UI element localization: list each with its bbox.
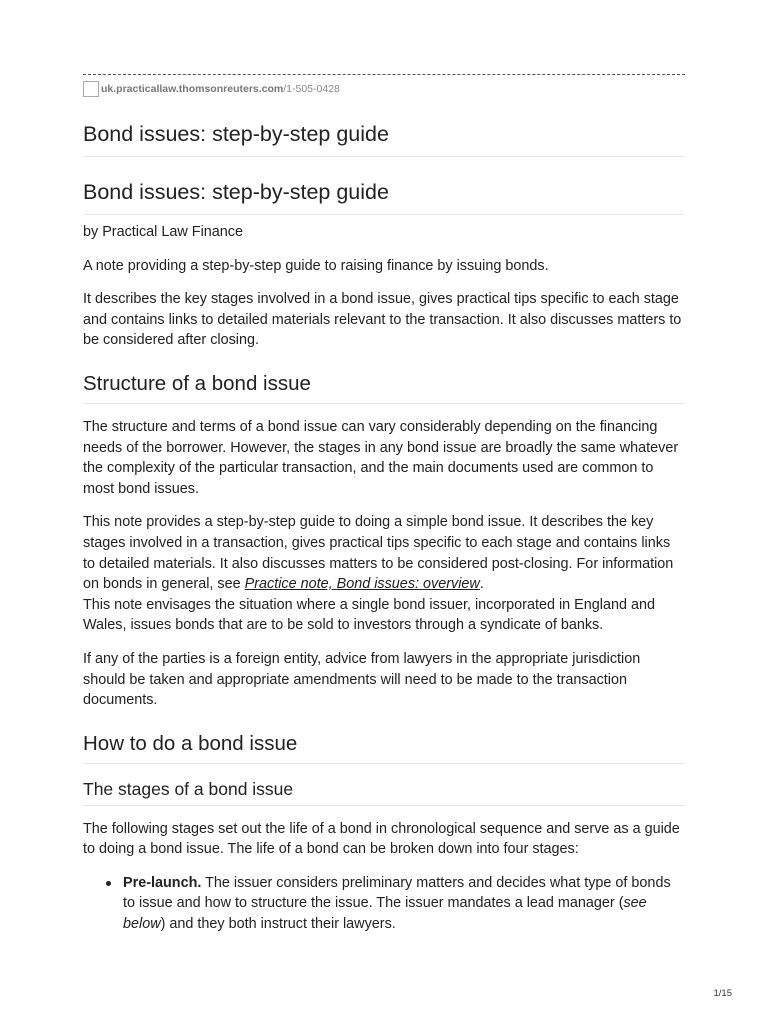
stage-text-end: ) and they both instruct their lawyers. (160, 916, 396, 933)
structure-paragraph-1: The structure and terms of a bond issue can vary considerably depending on the financing needs of the borrower. However, the stages in any bond issue are broadly the same whatever the complexity of the particular transaction, and the main documents used are common to most bond issues. (83, 418, 679, 497)
source-url[interactable] (83, 81, 340, 97)
stages-intro-paragraph: The following stages set out the life of a bond in chronological sequence and serve as a guide to doing a bond issue. The life of a bond can be broken down into four stages: (83, 820, 680, 858)
bullet-icon (106, 881, 111, 886)
favicon-icon (83, 81, 99, 97)
structure-paragraph-2-end: . (479, 576, 484, 593)
practice-note-link[interactable]: Practice note, Bond issues: overview (244, 576, 480, 593)
stage-text: The issuer considers preliminary matters and decides what type of bonds to issue and how to structure the issue. The issuer mandates a lead manager ( (123, 874, 671, 912)
structure-paragraph-2-text: This note provides a step-by-step guide to doing a simple bond issue. It describes the key stages involved in a transaction, gives practical tips specific to each stage and contains links to detailed materials. It also discusses matters to be considered post-closing. For information on bonds in general, see (83, 514, 674, 593)
byline: by Practical Law Finance (83, 224, 243, 240)
list-item (123, 873, 685, 935)
structure-paragraph-4: If any of the parties is a foreign entity, advice from lawyers in the appropriate jurisdiction should be taken and appropriate amendments will need to be made to the transaction documents. (83, 650, 641, 709)
stage-italic-text: see below (123, 895, 647, 933)
page-title: Bond issues: step-by-step guide (83, 120, 685, 157)
top-dashed-rule (83, 74, 685, 75)
page-number: 1/15 (713, 988, 732, 999)
structure-paragraph-2 (83, 512, 685, 594)
article-title: Bond issues: step-by-step guide (83, 178, 685, 215)
url-path: /1-505-0428 (283, 83, 340, 95)
document-content (83, 120, 685, 935)
structure-paragraph-3: This note envisages the situation where a single bond issuer, incorporated in England and Wales, issues bonds that are to be sold to investors through a syndicate of banks. (83, 596, 655, 634)
stages-list (83, 873, 685, 935)
intro-paragraph-1: A note providing a step-by-step guide to raising finance by issuing bonds. (83, 257, 549, 274)
section-heading-how-to: How to do a bond issue (83, 731, 685, 764)
intro-paragraph-2: It describes the key stages involved in a bond issue, gives practical tips specific to each stage and contains links to detailed materials relevant to the transaction. It also discusses matters to be considered after closing. (83, 291, 682, 349)
url-host: uk.practicallaw.thomsonreuters.com (101, 83, 284, 95)
subsection-heading-stages: The stages of a bond issue (83, 778, 685, 806)
stage-term: Pre-launch. (123, 874, 202, 891)
section-heading-structure: Structure of a bond issue (83, 371, 685, 404)
